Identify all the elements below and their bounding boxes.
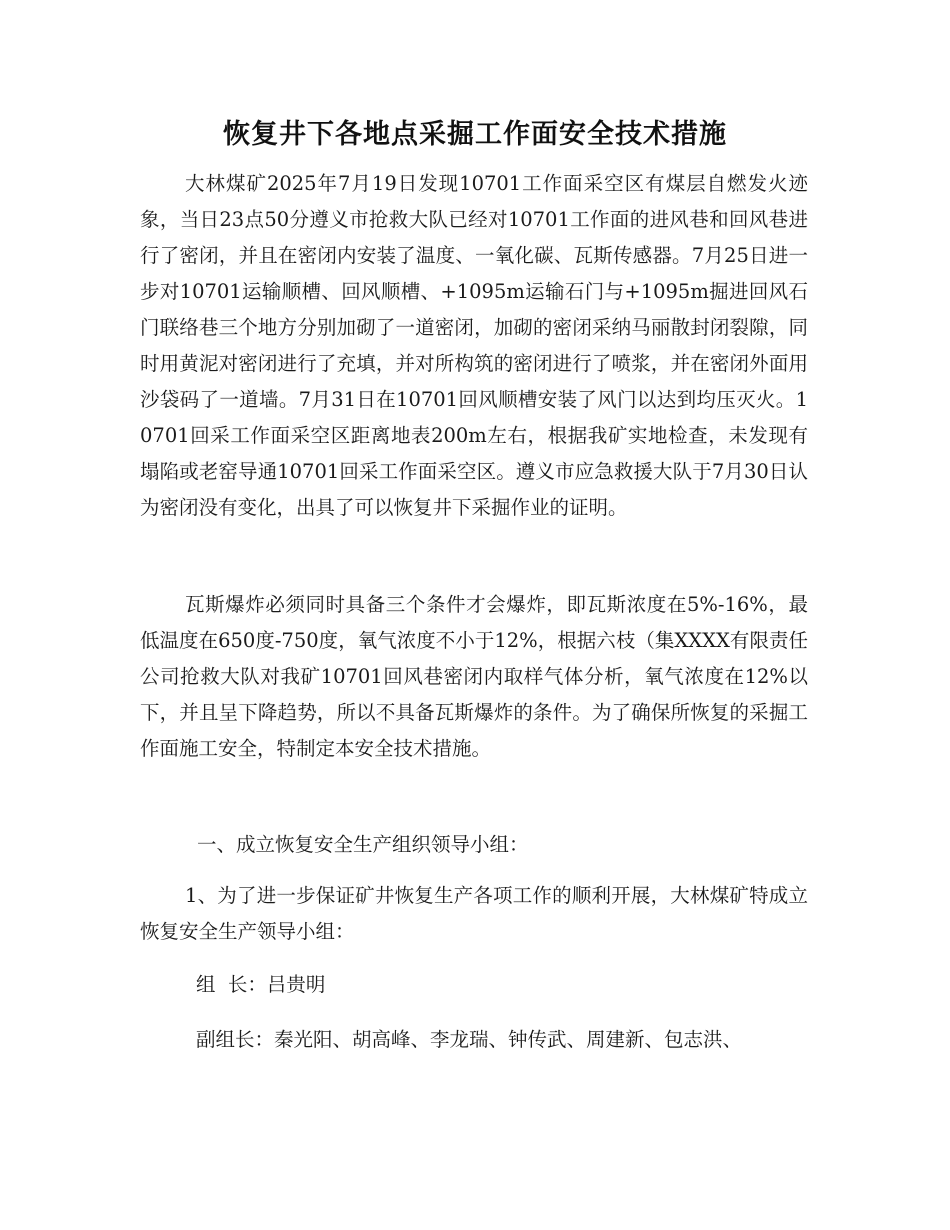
paragraph-gas-explosion-analysis: 瓦斯爆炸必须同时具备三个条件才会爆炸，即瓦斯浓度在5%-16%，最低温度在650度-750度，氧气浓度不小于12%，根据六枝（集XXXX有限责任公司抢救大队对我矿10701回风巷密闭内取样气体分析，氧气浓度在12%以下，并且呈下降趋势，所以不具备瓦斯爆炸的条件。为了确保所恢复的采掘工作面施工安全，特制定本安全技术措施。	[140, 593, 808, 760]
document-title: 恢复井下各地点采掘工作面安全技术措施	[223, 119, 727, 150]
paragraph-incident-description: 大林煤矿2025年7月19日发现10701工作面采空区有煤层自燃发火迹象，当日23点50分遵义市抢救大队已经对10701工作面的进风巷和回风巷进行了密闭，并且在密闭内安装了温度、一氧化碳、瓦斯传感器。7月25日进一步对10701运输顺槽、回风顺槽、+1095m运输石门与+1095m掘进回风石门联络巷三个地方分别加砌了一道密闭，加砌的密闭采纳马丽散封闭裂隙，同时用黄泥对密闭进行了充填，并对所构筑的密闭进行了喷浆，并在密闭外面用沙袋码了一道墙。7月31日在10701回风顺槽安装了风门以达到均压灭火。10701回采工作面采空区距离地表200m左右，根据我矿实地检查，未发现有塌陷或老窑导通10701回采工作面采空区。遵义市应急救援大队于7月30日认为密闭没有变化，出具了可以恢复井下采掘作业的证明。	[140, 172, 808, 519]
group-leader-line: 组 长：吕贵明	[196, 973, 326, 996]
section-heading-leadership-group: 一、成立恢复安全生产组织领导小组：	[197, 833, 529, 856]
paragraph-leadership-group-intro: 1、为了进一步保证矿井恢复生产各项工作的顺利开展，大林煤矿特成立恢复安全生产领导小组：	[140, 884, 808, 943]
deputy-leaders-line: 副组长：秦光阳、胡高峰、李龙瑞、钟传武、周建新、包志洪、	[196, 1028, 743, 1051]
